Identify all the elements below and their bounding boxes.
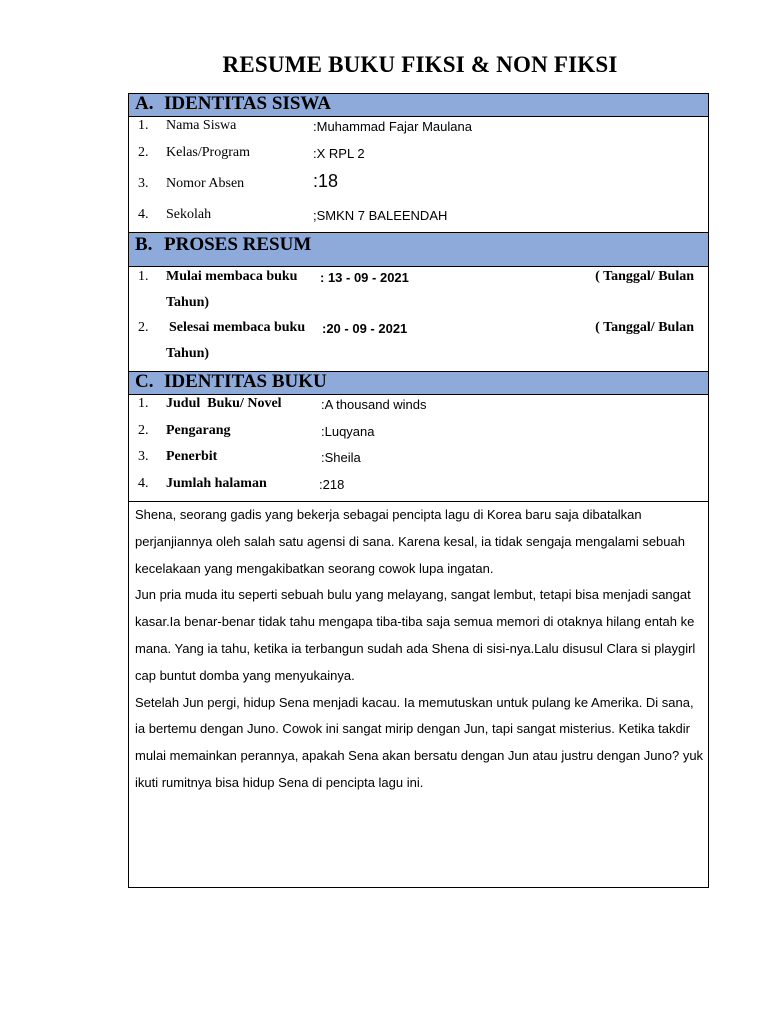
absent-number-value: :18 [313,171,339,191]
book-title-label: Judul Buku/ Novel [166,396,282,411]
page-count-label: Jumlah halaman [166,476,267,491]
row-number: 1. [138,118,149,133]
date-format-note-wrap: Tahun) [166,346,210,361]
author-value: :Luqyana [321,424,375,439]
absent-number-label: Nomor Absen [166,176,245,191]
book-title-value: :A thousand winds [321,397,427,412]
start-reading-label: Mulai membaca buku [166,269,298,284]
start-reading-date: : 13 - 09 - 2021 [320,270,409,285]
author-label: Pengarang [166,423,231,438]
section-a-letter: A. [135,93,154,114]
publisher-label: Penerbit [166,449,218,464]
section-c-header [129,371,708,395]
publisher-value: :Sheila [321,450,361,465]
finish-reading-label: Selesai membaca buku [169,320,306,335]
section-b-header [129,232,708,267]
section-a-header [129,94,708,117]
row-number: 2. [138,145,149,160]
section-a-heading: IDENTITAS SISWA [164,93,332,114]
class-value: :X RPL 2 [313,146,365,161]
row-number: 1. [138,396,149,411]
row-number: 2. [138,423,149,438]
school-label: Sekolah [166,207,212,222]
section-c-heading: IDENTITAS BUKU [164,371,327,392]
row-number: 3. [138,449,149,464]
finish-reading-date: :20 - 09 - 2021 [322,321,408,336]
date-format-note: ( Tanggal/ Bulan [595,320,694,335]
document-title: RESUME BUKU FIKSI & NON FIKSI [222,52,618,77]
row-number: 4. [138,207,149,222]
summary-paragraph-2: Jun pria muda itu seperti sebuah bulu yang melayang, sangat lembut, tetapi bisa menjadi sangat kasar.Ia benar-benar tidak tahu mengapa tiba-tiba saja semua memori di otaknya hilang entah ke mana. Yang ia tahu, ketika ia terbangun sudah ada Shena di sisi-nya.Lalu disusul Clara si playgirl cap buntut domba yang menyukainya. [135,587,696,683]
section-b-heading: PROSES RESUM [164,234,312,255]
class-label: Kelas/Program [166,145,250,160]
section-c-letter: C. [135,371,154,392]
page-count-value: :218 [319,477,345,492]
date-format-note-wrap: Tahun) [166,295,210,310]
summary-paragraph-1: Shena, seorang gadis yang bekerja sebagai pencipta lagu di Korea baru saja dibatalkan perjanjiannya oleh salah satu agensi di sana. Karena kesal, ia tidak sengaja mengalami sebuah kecelakaan yang mengakibatkan seorang cowok lupa ingatan. [135,507,685,576]
row-number: 2. [138,320,149,335]
book-summary [135,502,705,797]
row-number: 3. [138,176,149,191]
section-b-letter: B. [135,234,153,255]
row-number: 1. [138,269,149,284]
resume-form [128,93,709,888]
date-format-note: ( Tanggal/ Bulan [595,269,694,284]
row-number: 4. [138,476,149,491]
student-name-value: :Muhammad Fajar Maulana [313,119,472,134]
student-name-label: Nama Siswa [166,118,237,133]
summary-paragraph-3: Setelah Jun pergi, hidup Sena menjadi kacau. Ia memutuskan untuk pulang ke Amerika. Di sana, ia bertemu dengan Juno. Cowok ini sangat mirip dengan Jun, tapi sangat misterius. Ketika takdir mulai memainkan perannya, apakah Sena akan bersatu dengan Jun atau justru dengan Juno? yuk ikuti rumitnya bisa hidup Sena di pencipta lagu ini. [135,694,704,790]
school-value: ;SMKN 7 BALEENDAH [313,208,448,223]
